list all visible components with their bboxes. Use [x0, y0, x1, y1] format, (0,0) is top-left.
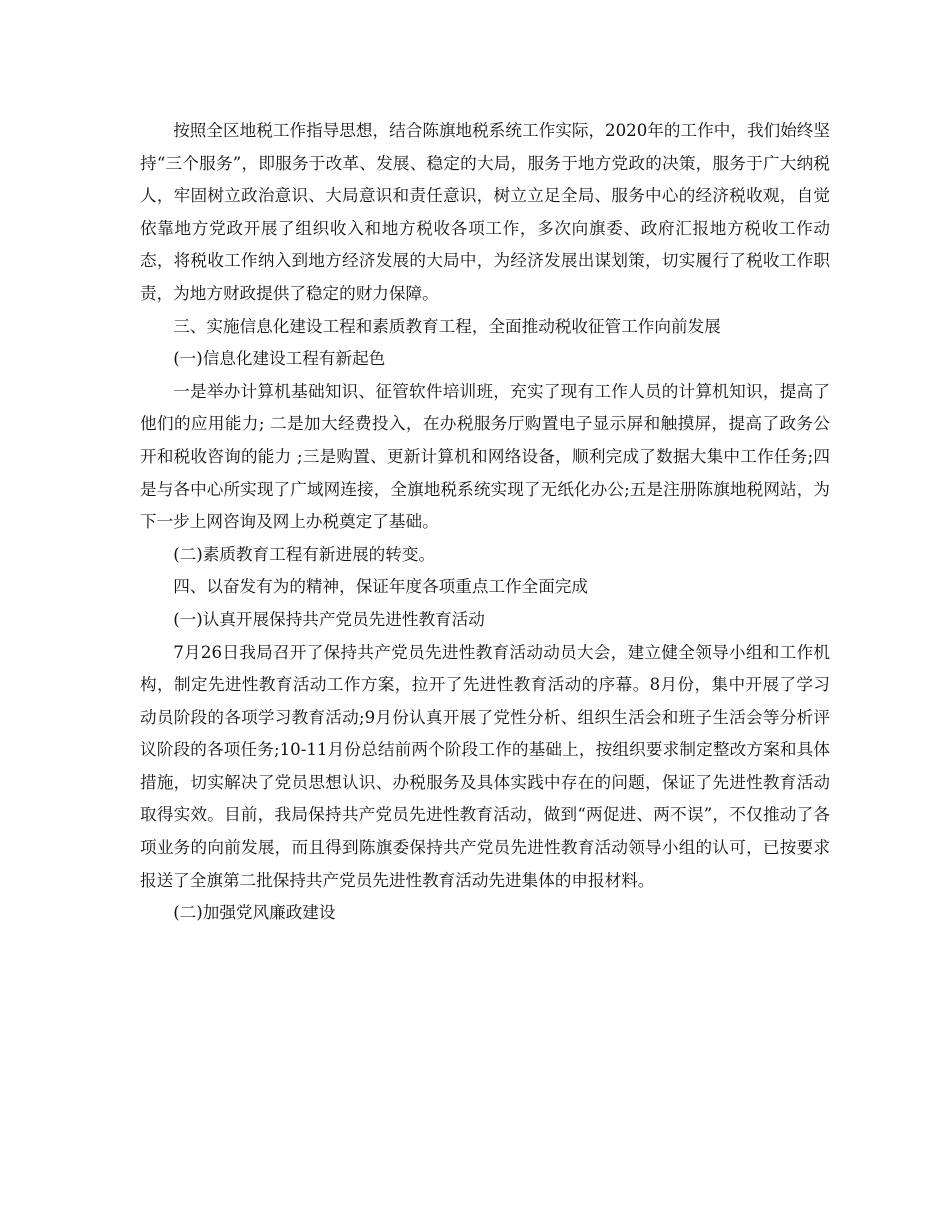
section-heading-3: 三、实施信息化建设工程和素质教育工程，全面推动税收征管工作向前发展 — [173, 316, 721, 336]
subsection-heading-4-1: (一)认真开展保持共产党员先进性教育活动 — [173, 609, 485, 629]
subsection-heading-3-2: (二)素质教育工程有新进展的转变。 — [173, 544, 436, 564]
subsection-heading-4-2: (二)加强党风廉政建设 — [173, 903, 336, 923]
body-paragraph-2: 一是举办计算机基础知识、征管软件培训班，充实了现有工作人员的计算机知识，提高了他们的应用能力; 二是加大经费投入，在办税服务厅购置电子显示屏和触摸屏，提高了政务公开和税收咨询的能力 ;三是购置、更新计算机和网络设备，顺利完成了数据大集中工作任务;四是与各中心所实现了广域网连接，全旗地税系统实现了无纸化办公;五是注册陈旗地税网站，为下一步上网咨询及网上办税奠定了基础。 — [140, 381, 830, 532]
subsection-heading-3-1: (一)信息化建设工程有新起色 — [173, 349, 386, 369]
document-body — [140, 115, 830, 930]
body-paragraph-3: 7月26日我局召开了保持共产党员先进性教育活动动员大会，建立健全领导小组和工作机构，制定先进性教育活动工作方案，拉开了先进性教育活动的序幕。8月份，集中开展了学习动员阶段的各项学习教育活动;9月份认真开展了党性分析、组织生活会和班子生活会等分析评议阶段的各项任务;10-11月份总结前两个阶段工作的基础上，按组织要求制定整改方案和具体措施，切实解决了党员思想认识、办税服务及具体实践中存在的问题，保证了先进性教育活动取得实效。目前，我局保持共产党员先进性教育活动，做到“两促进、两不误”，不仅推动了各项业务的向前发展，而且得到陈旗委保持共产党员先进性教育活动领导小组的认可，已按要求报送了全旗第二批保持共产党员先进性教育活动先进集体的申报材料。 — [140, 642, 830, 890]
section-heading-4: 四、以奋发有为的精神，保证年度各项重点工作全面完成 — [173, 577, 589, 597]
body-paragraph-1: 按照全区地税工作指导思想，结合陈旗地税系统工作实际，2020年的工作中，我们始终坚持“三个服务”，即服务于改革、发展、稳定的大局，服务于地方党政的决策，服务于广大纳税人，牢固树立政治意识、大局意识和责任意识，树立立足全局、服务中心的经济税收观，自觉依靠地方党政开展了组织收入和地方税收各项工作，多次向旗委、政府汇报地方税收工作动态，将税收工作纳入到地方经济发展的大局中，为经济发展出谋划策，切实履行了税收工作职责，为地方财政提供了稳定的财力保障。 — [140, 121, 830, 303]
